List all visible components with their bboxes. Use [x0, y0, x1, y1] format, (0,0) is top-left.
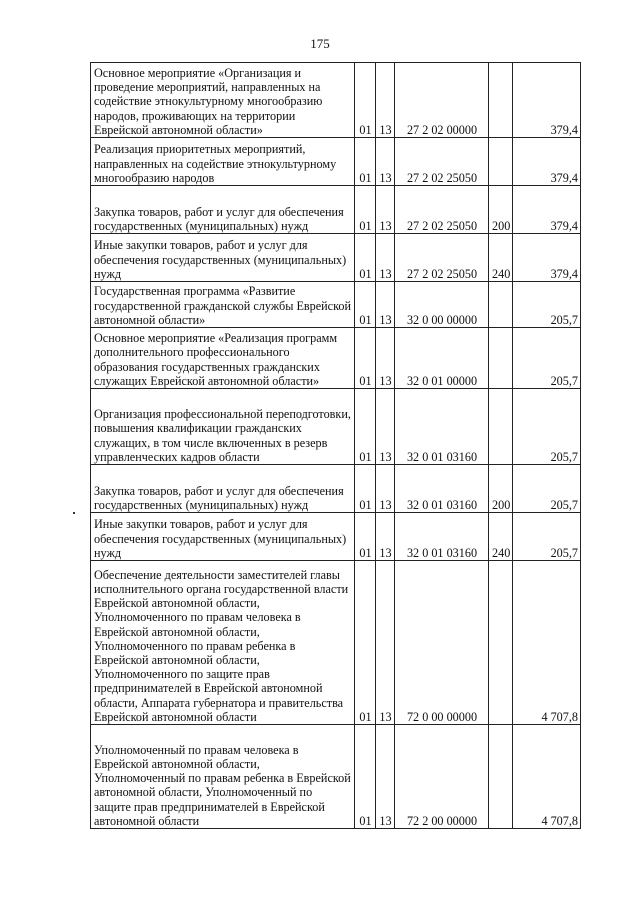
- expense-type-code: [489, 725, 513, 829]
- amount: 379,4: [513, 63, 581, 138]
- subsection-code: 13: [376, 513, 395, 561]
- target-article-code: 27 2 02 25050: [395, 186, 489, 234]
- subsection-code: 13: [376, 465, 395, 513]
- target-article-code: 32 0 00 00000: [395, 282, 489, 328]
- row-name: Иные закупки товаров, работ и услуг для обеспечения государственных (муниципальных) нужд: [91, 234, 355, 282]
- subsection-code: 13: [376, 725, 395, 829]
- subsection-code: 13: [376, 282, 395, 328]
- amount: 205,7: [513, 328, 581, 389]
- section-code: 01: [355, 234, 376, 282]
- amount: 205,7: [513, 282, 581, 328]
- budget-table-body: [91, 63, 581, 829]
- target-article-code: 72 2 00 00000: [395, 725, 489, 829]
- budget-table: [90, 62, 581, 829]
- section-code: 01: [355, 465, 376, 513]
- expense-type-code: 240: [489, 513, 513, 561]
- expense-type-code: 200: [489, 186, 513, 234]
- row-name: Государственная программа «Развитие государственной гражданской службы Еврейской автономной области»: [91, 282, 355, 328]
- target-article-code: 32 0 01 00000: [395, 328, 489, 389]
- expense-type-code: [489, 138, 513, 186]
- section-code: 01: [355, 186, 376, 234]
- subsection-code: 13: [376, 561, 395, 725]
- table-row: [91, 465, 581, 513]
- target-article-code: 27 2 02 00000: [395, 63, 489, 138]
- table-row: [91, 234, 581, 282]
- row-name: Закупка товаров, работ и услуг для обеспечения государственных (муниципальных) нужд: [91, 465, 355, 513]
- scan-speck: [73, 512, 75, 514]
- row-name: Иные закупки товаров, работ и услуг для обеспечения государственных (муниципальных) нужд: [91, 513, 355, 561]
- amount: 205,7: [513, 465, 581, 513]
- expense-type-code: [489, 389, 513, 465]
- expense-type-code: [489, 282, 513, 328]
- subsection-code: 13: [376, 186, 395, 234]
- section-code: 01: [355, 513, 376, 561]
- expense-type-code: 200: [489, 465, 513, 513]
- row-name: Основное мероприятие «Организация и проведение мероприятий, направленных на содействие этнокультурному многообразию народов, проживающих на территории Еврейской автономной области»: [91, 63, 355, 138]
- subsection-code: 13: [376, 63, 395, 138]
- section-code: 01: [355, 725, 376, 829]
- section-code: 01: [355, 561, 376, 725]
- target-article-code: 32 0 01 03160: [395, 465, 489, 513]
- row-name: Обеспечение деятельности заместителей главы исполнительного органа государственной власти Еврейской автономной области, Уполномоченного по правам человека в Еврейской автономной области, Уполномоченного по правам ребенка в Еврейской автономной области, Уполномоченного по защите прав предпринимателей в Еврейской автономной области, Аппарата губернатора и правительства Еврейской автономной области: [91, 561, 355, 725]
- row-name: Уполномоченный по правам человека в Еврейской автономной области, Уполномоченный по правам ребенка в Еврейской автономной области, Уполномоченный по защите прав предпринимателей в Еврейской автономной области: [91, 725, 355, 829]
- table-row: [91, 725, 581, 829]
- section-code: 01: [355, 389, 376, 465]
- table-row: [91, 282, 581, 328]
- amount: 379,4: [513, 138, 581, 186]
- table-row: [91, 328, 581, 389]
- table-row: [91, 138, 581, 186]
- target-article-code: 72 0 00 00000: [395, 561, 489, 725]
- amount: 205,7: [513, 389, 581, 465]
- row-name: Основное мероприятие «Реализация программ дополнительного профессионального образования государственных гражданских служащих Еврейской автономной области»: [91, 328, 355, 389]
- page-number: 175: [310, 36, 330, 51]
- table-row: [91, 513, 581, 561]
- row-name: Организация профессиональной переподготовки, повышения квалификации гражданских служащих, в том числе включенных в резерв управленческих кадров области: [91, 389, 355, 465]
- expense-type-code: 240: [489, 234, 513, 282]
- expense-type-code: [489, 328, 513, 389]
- table-row: [91, 389, 581, 465]
- subsection-code: 13: [376, 138, 395, 186]
- subsection-code: 13: [376, 328, 395, 389]
- target-article-code: 32 0 01 03160: [395, 513, 489, 561]
- expense-type-code: [489, 63, 513, 138]
- amount: 4 707,8: [513, 561, 581, 725]
- amount: 379,4: [513, 186, 581, 234]
- target-article-code: 32 0 01 03160: [395, 389, 489, 465]
- section-code: 01: [355, 138, 376, 186]
- amount: 379,4: [513, 234, 581, 282]
- table-row: [91, 63, 581, 138]
- target-article-code: 27 2 02 25050: [395, 138, 489, 186]
- section-code: 01: [355, 63, 376, 138]
- table-row: [91, 186, 581, 234]
- section-code: 01: [355, 282, 376, 328]
- expense-type-code: [489, 561, 513, 725]
- subsection-code: 13: [376, 389, 395, 465]
- row-name: Реализация приоритетных мероприятий, направленных на содействие этнокультурному многообразию народов: [91, 138, 355, 186]
- table-row: [91, 561, 581, 725]
- row-name: Закупка товаров, работ и услуг для обеспечения государственных (муниципальных) нужд: [91, 186, 355, 234]
- section-code: 01: [355, 328, 376, 389]
- amount: 205,7: [513, 513, 581, 561]
- amount: 4 707,8: [513, 725, 581, 829]
- subsection-code: 13: [376, 234, 395, 282]
- target-article-code: 27 2 02 25050: [395, 234, 489, 282]
